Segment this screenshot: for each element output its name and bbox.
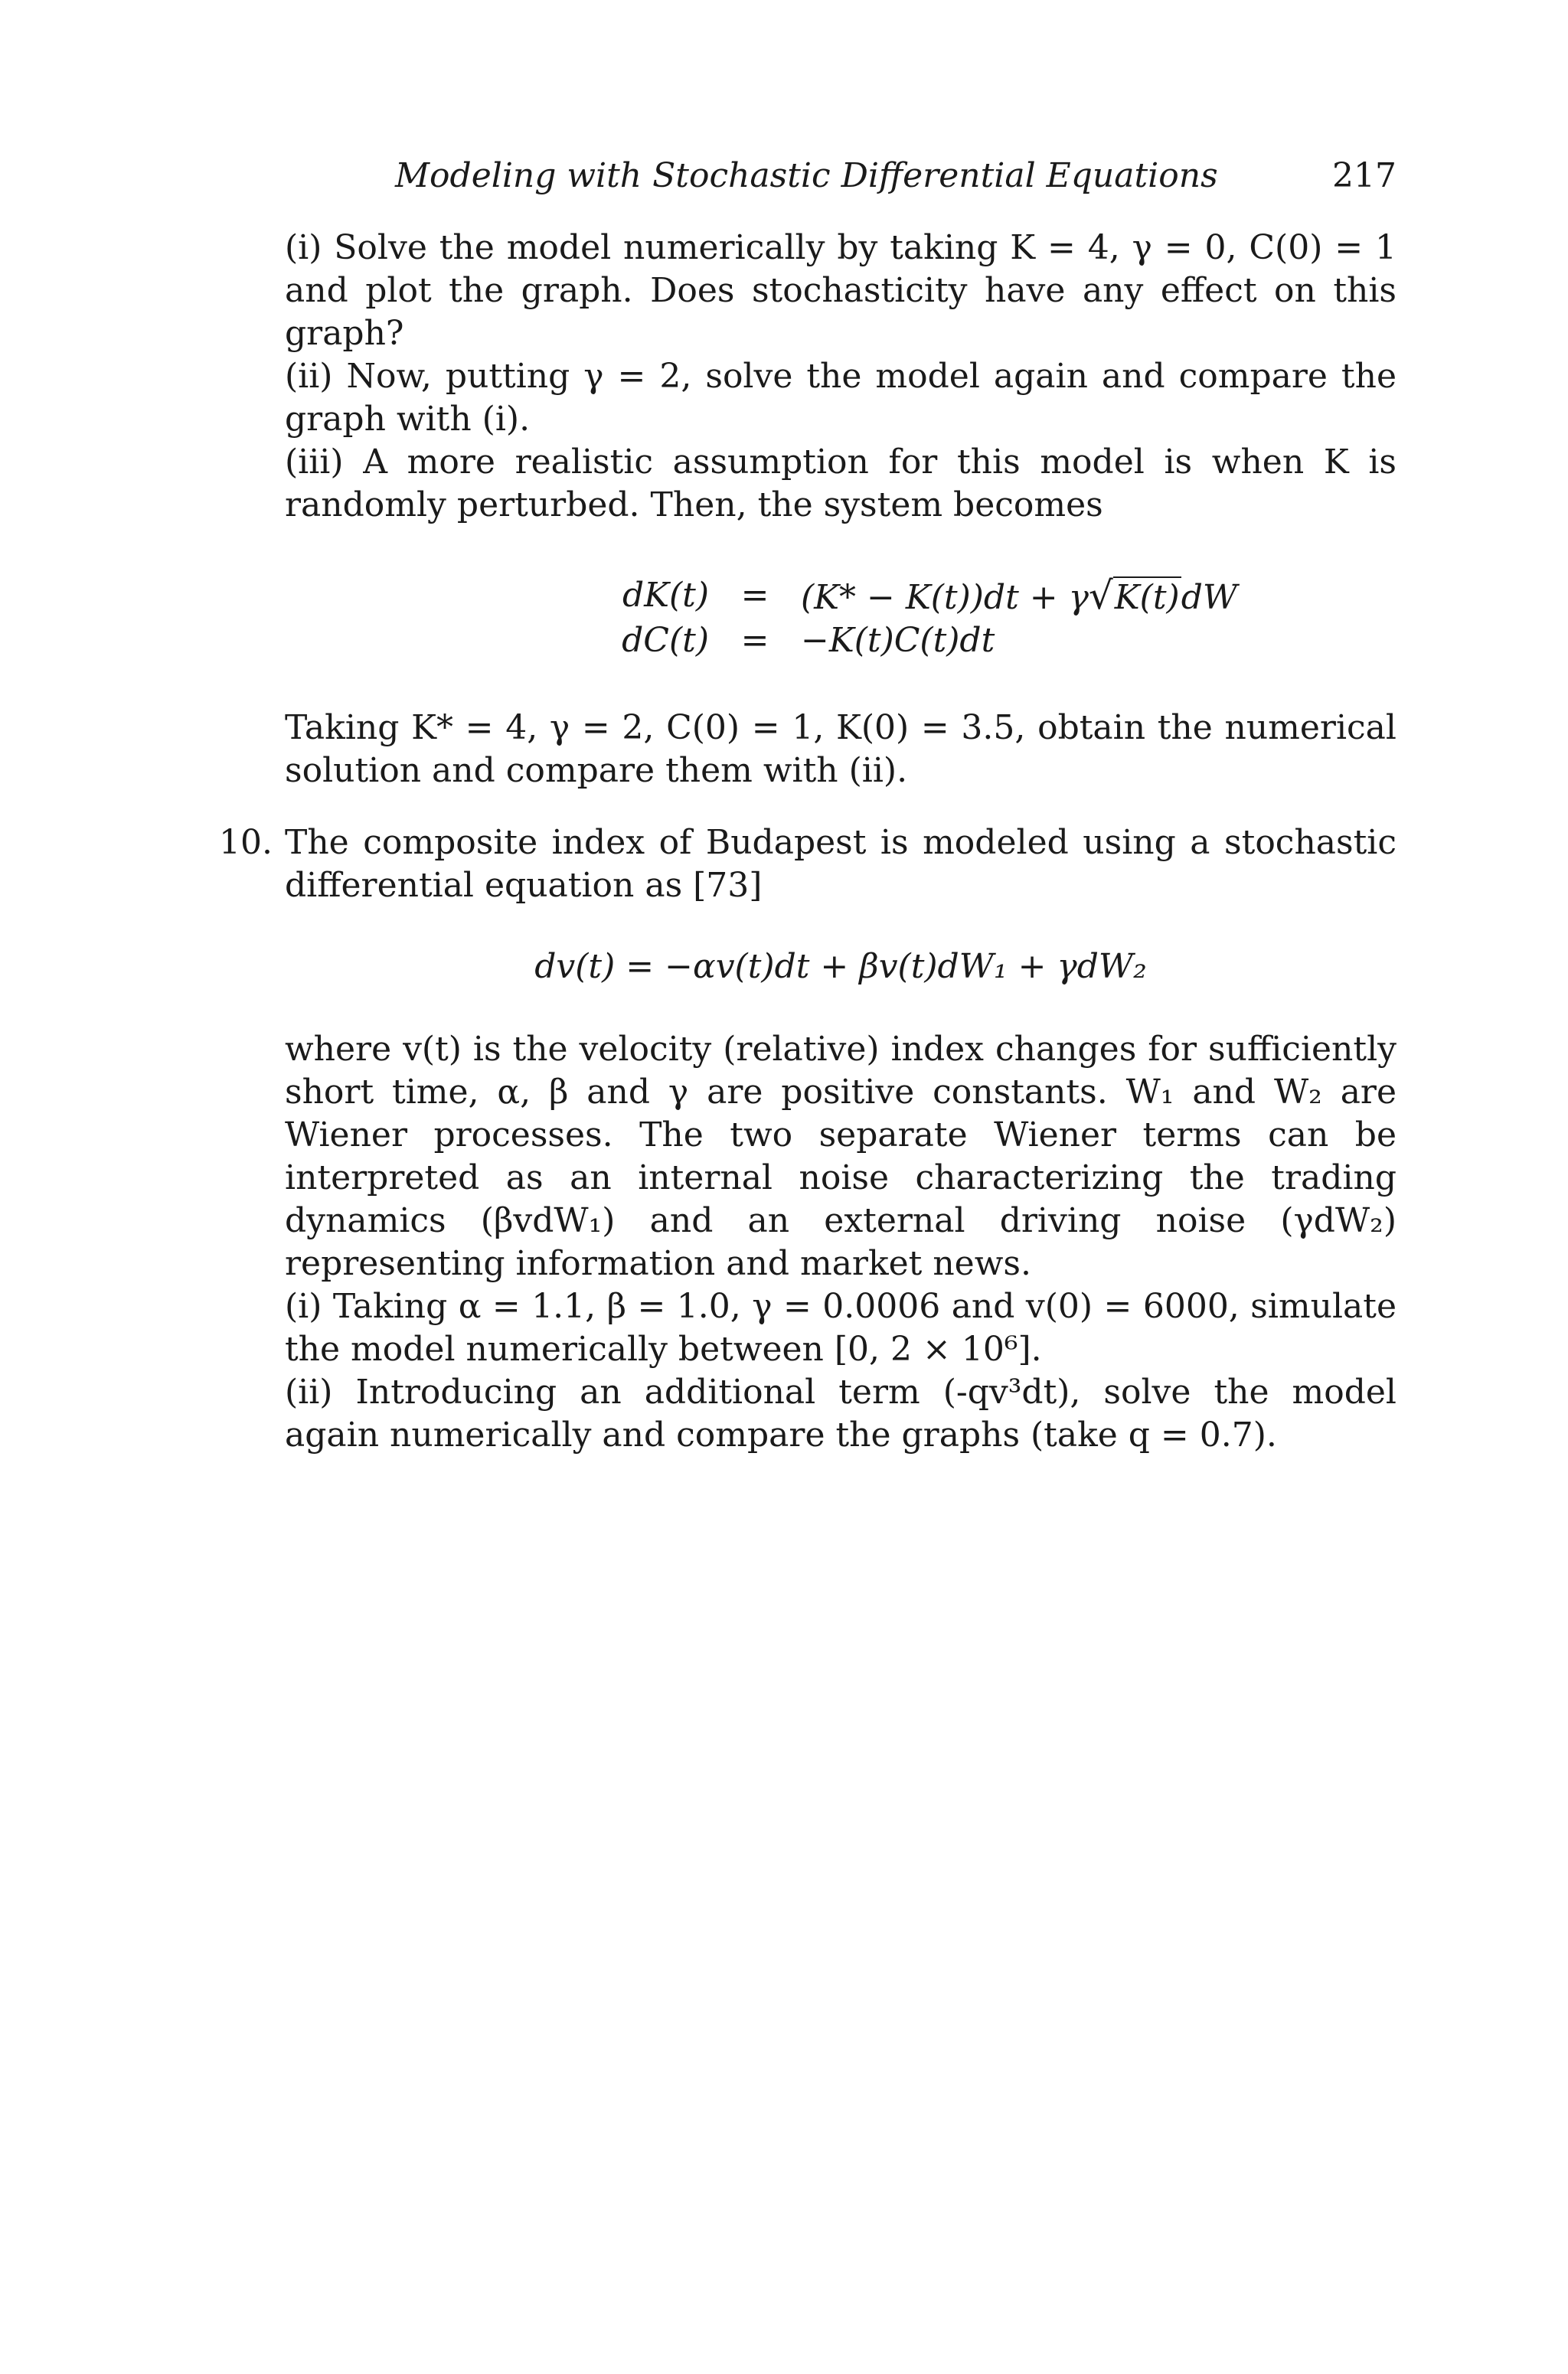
running-title: Modeling with Stochastic Differential Equations: [395, 156, 1218, 195]
eq1-equals: =: [740, 576, 769, 615]
eq2-rhs: −K(t)C(t)dt: [801, 621, 995, 660]
page-body: [219, 227, 1396, 1457]
problem10-explanation: where v(t) is the velocity (relative) index changes for sufficiently short time, α, β and γ are positive constants. W₁ and W₂ are Wiener processes. The two separate Wiener terms can be interpreted as an internal noise characterizing the trading dynamics (βvdW₁) and an external driving noise (γdW₂) representing information and market news.: [285, 1030, 1396, 1283]
problem10-intro: The composite index of Budapest is modeled using a stochastic differential equation as [73]: [285, 823, 1396, 905]
page-number: 217: [1332, 156, 1396, 195]
problem9-part-iii: (iii) A more realistic assumption for this model is when K is randomly perturbed. Then, the system becomes: [285, 442, 1396, 524]
budapest-sde: dv(t) = −αv(t)dt + βv(t)dW₁ + γdW₂: [534, 947, 1147, 986]
problem10-part-i: (i) Taking α = 1.1, β = 1.0, γ = 0.0006 and v(0) = 6000, simulate the model numerically between [0, 2 × 10⁶].: [285, 1287, 1396, 1369]
sqrt-sign: √: [1088, 573, 1113, 618]
eq1-rhs: [801, 574, 1396, 619]
problem9-closing: Taking K* = 4, γ = 2, C(0) = 1, K(0) = 3.5, obtain the numerical solution and compare them with (ii).: [285, 708, 1396, 790]
running-head: [285, 153, 1396, 199]
eq1-rhs-post: dW: [1181, 578, 1238, 617]
eq2-equals: =: [740, 621, 769, 660]
sde-system: [285, 574, 1396, 662]
eq1-sqrt-radicand: K(t): [1114, 578, 1180, 617]
problem9-part-i: (i) Solve the model numerically by taking K = 4, γ = 0, C(0) = 1 and plot the graph. Does stochasticity have any effect on this graph?: [285, 228, 1396, 353]
eq2-lhs: dC(t): [622, 621, 709, 660]
problem-number: 10.: [219, 823, 273, 862]
eq1-rhs-pre: (K* − K(t))dt + γ: [801, 578, 1089, 617]
eq1-lhs: dK(t): [622, 576, 709, 615]
problem-10: [219, 821, 1396, 1457]
problem9-part-ii: (ii) Now, putting γ = 2, solve the model again and compare the graph with (i).: [285, 357, 1396, 439]
problem10-part-ii: (ii) Introducing an additional term (-qv³dt), solve the model again numerically and compare the graphs (take q = 0.7).: [285, 1373, 1396, 1455]
